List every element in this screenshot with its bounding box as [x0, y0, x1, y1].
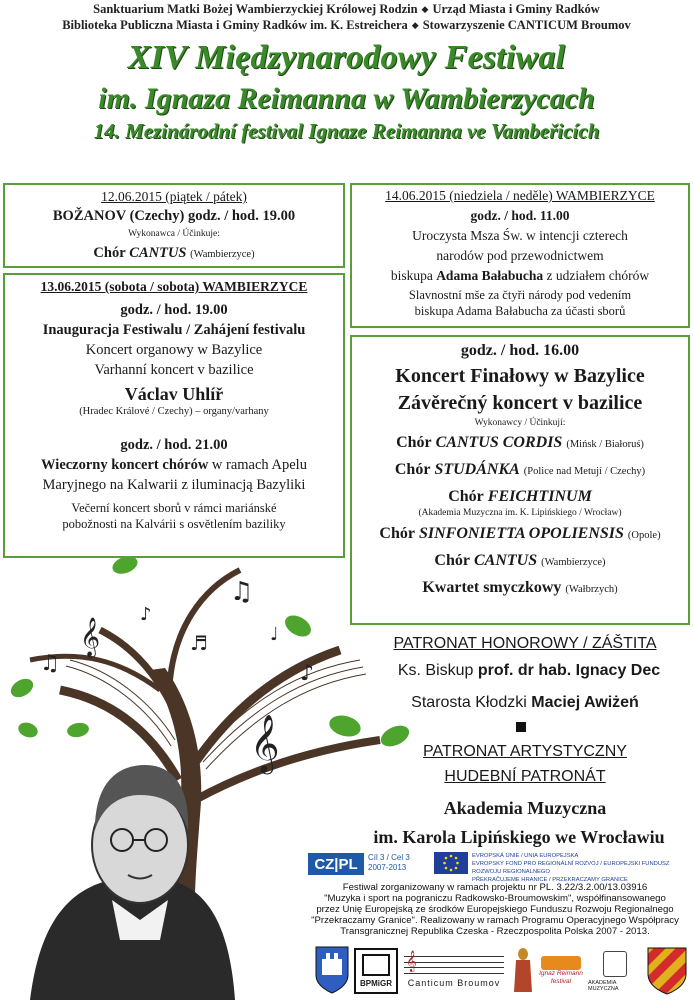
crown-icon [541, 956, 581, 970]
eu-flag-icon [434, 852, 468, 874]
feichtinum-place: (Akademia Muzyczna im. K. Lipińskiego / Wrocław) [418, 508, 622, 518]
academy-logo: AKADEMIA MUZYCZNA [588, 946, 642, 996]
final-concert-title-cz: Závěrečný koncert v bazilice [397, 392, 643, 414]
organist-info: (Hradec Králové / Czechy) – organy/varhany [79, 406, 269, 417]
event-date: 14.06.2015 (niedziela / neděle) WAMBIERZYCE [385, 188, 655, 203]
composer-portrait [30, 765, 235, 1000]
bishop-patron: Ks. Biskup prof. dr hab. Ignacy Dec [397, 662, 661, 679]
inauguration-text: Inauguracja Festiwalu / Zahájení festivalu [42, 322, 306, 338]
festival-logo: Ignaz Reimann festival [536, 946, 586, 996]
canticum-logo: 𝄞 Canticum Broumov [402, 952, 506, 992]
svg-text:𝄞: 𝄞 [250, 714, 280, 772]
choir-item: Chór CANTUS (Wambierzyce) [434, 552, 606, 569]
event-place-time: BOŽANOV (Czechy) godz. / hod. 19.00 [52, 208, 296, 224]
choir-item: Chór CANTUS CORDIS (Mińsk / Białoruś) [396, 434, 644, 451]
statue-icon [512, 946, 534, 994]
program-label: Cíl 3 / Cel 3 2007-2013 [368, 853, 410, 872]
organist-name: Václav Uhlíř [124, 384, 224, 404]
organizers-line-1: Sanktuarium Matki Bożej Wambierzyckiej Królowej Rodzin ◆ Urząd Miasta i Gminy Radków [93, 2, 600, 16]
artistic-patronage-title-cz: HUDEBNÍ PATRONÁT [444, 768, 606, 785]
svg-text:♫: ♫ [230, 577, 254, 607]
event-box-final-concert [350, 335, 690, 625]
mass-text-cz-1: Slavnostní mše za čtyři národy pod vedením [408, 288, 632, 302]
event-box-12-06 [3, 183, 345, 268]
svg-text:♩: ♩ [270, 624, 279, 645]
festival-title: XIV Międzynarodowy Festiwal [127, 39, 566, 76]
choir-item: Chór FEICHTINUM [448, 488, 592, 505]
organizers-line-2: Biblioteka Publiczna Miasta i Gminy Radków im. K. Estreichera ◆ Stowarzyszenie CANTICUM Broumov [62, 18, 631, 32]
event-date: 12.06.2015 (piątek / pátek) [101, 189, 247, 204]
performers-label: Wykonawcy / Účinkují: [474, 418, 566, 428]
coat-of-arms-radkow-icon [314, 945, 350, 995]
event-time: godz. / hod. 11.00 [470, 208, 570, 223]
event-time-1: godz. / hod. 19.00 [120, 302, 228, 318]
academy-name-line-1: Akademia Muzyczna [443, 798, 607, 818]
academy-emblem-icon [603, 951, 627, 977]
academy-name-line-2: im. Karola Lipińskiego we Wrocławiu [373, 827, 665, 847]
mass-text-pl-1: Uroczysta Msza Św. w intencji czterech [412, 228, 628, 243]
separator-square [516, 722, 526, 732]
festival-subtitle: im. Ignaza Reimanna w Wambierzycach [98, 82, 595, 115]
artistic-patronage-title: PATRONAT ARTYSTYCZNY [423, 743, 627, 760]
cz-pl-logo: CZ|PL [308, 853, 364, 875]
honorary-patronage-title: PATRONAT HONOROWY / ZÁŠTITA [393, 635, 657, 652]
organ-concert-cz: Varhanní koncert v bazilice [94, 362, 254, 378]
evening-concert-cz-2: pobožnosti na Kalvárii s osvětlením baziliky [62, 517, 286, 531]
event-box-14-06-mass [350, 183, 690, 328]
quartet-item: Kwartet smyczkowy (Wałbrzych) [422, 579, 618, 596]
svg-text:♪: ♪ [300, 661, 315, 686]
final-concert-title-pl: Koncert Finałowy w Bazylice [395, 365, 645, 387]
svg-text:♬: ♬ [190, 631, 208, 655]
event-box-13-06 [3, 273, 345, 558]
svg-text:𝄞: 𝄞 [80, 617, 101, 657]
library-logo: BPMiGR [354, 948, 398, 994]
choir-item: Chór SINFONIETTA OPOLIENSIS (Opole) [379, 525, 661, 542]
mass-text-pl-2: narodów pod przewodnictwem [436, 248, 604, 263]
evening-concert-cz-1: Večerní koncert sborů v rámci mariánské [71, 501, 277, 515]
evening-concert-line-2: Maryjnego na Kalwarii z iluminacją Bazyliki [42, 477, 306, 493]
event-date: 13.06.2015 (sobota / sobota) WAMBIERZYCE [40, 279, 308, 294]
book-icon [362, 954, 390, 976]
music-staff-icon: 𝄞 [404, 956, 504, 974]
starosta-patron: Starosta Kłodzki Maciej Awiżeń [411, 694, 639, 711]
organ-concert-pl: Koncert organowy w Bazylice [85, 342, 263, 358]
event-time-2: godz. / hod. 21.00 [120, 437, 228, 453]
event-time: godz. / hod. 16.00 [460, 342, 580, 359]
eu-fund-text: EVROPSKÁ UNIE / UNIA EUROPEJSKA EVROPSKÝ FOND PRO REGIONÁLNÍ ROZVOJ / EUROPEJSKI FUNDUSZ ROZWOJU REGIONALNEGO PŘEKRAČUJEME HRANICE / PRZEKRACZAMY GRANICE [472, 853, 670, 883]
festival-subtitle-czech: 14. Mezinárodní festival Ignaze Reimanna ve Vambeřicích [93, 119, 600, 143]
evening-concert-line-1: Wieczorny koncert chórów w ramach Apelu [41, 457, 307, 473]
event-choir: Chór CANTUS (Wambierzyce) [93, 245, 255, 261]
coat-of-arms-stripes-icon [646, 946, 688, 996]
mass-text-cz-2: biskupa Adama Bałabucha za účasti sborů [414, 304, 626, 318]
svg-text:♫: ♫ [40, 651, 60, 676]
mass-text-pl-3: biskupa Adama Bałabucha z udziałem chórów [390, 268, 650, 283]
choir-item: Chór STUDÁNKA (Police nad Metují / Czechy) [394, 461, 646, 478]
funding-description: Festiwal zorganizowany w ramach projektu nr PL. 3.22/3.2.00/13.03916 "Muzyka i sport na pograniczu Radkowsko-Broumowskim", współfinansowanego przez Unię Europejską ze środków Europejskiego Funduszu Rozwoju Regionalnego "Przekraczamy Granice". Realizowany w ramach Programu Operacyjnego Współpracy Transgranicznej Republika Czeska - Rzeczpospolita Polska 2007 - 2013. [311, 882, 679, 937]
svg-text:♪: ♪ [140, 604, 152, 625]
performer-label: Wykonawca / Účinkuje: [128, 229, 220, 239]
